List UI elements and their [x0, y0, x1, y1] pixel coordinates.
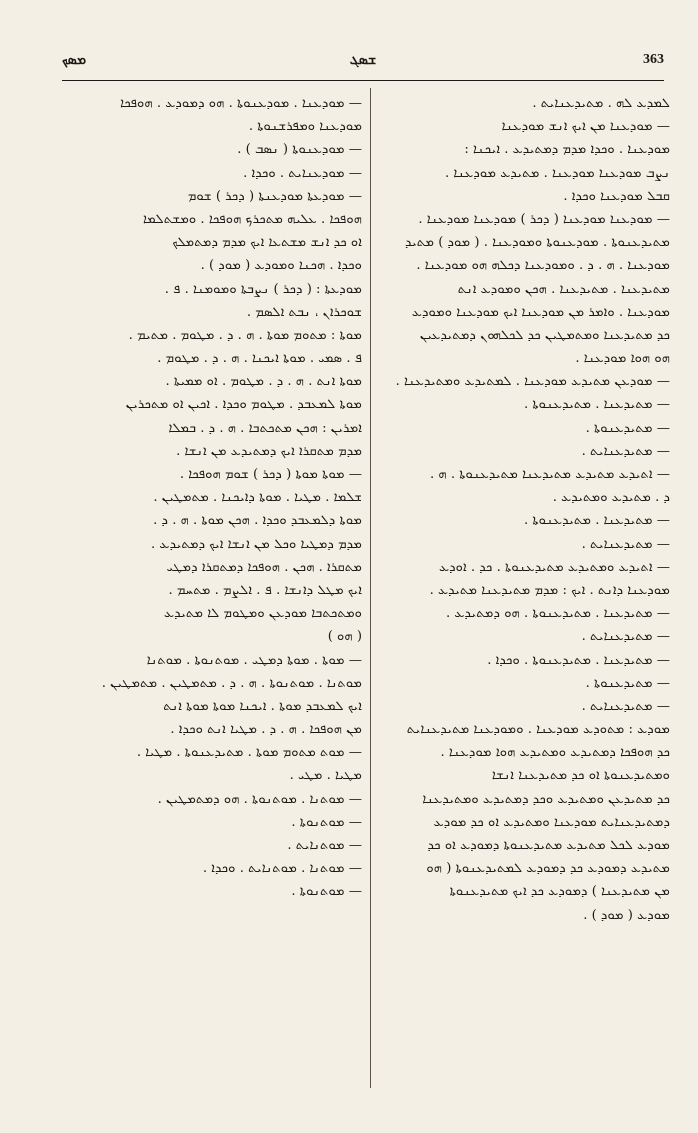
text-line: — ܡܬܝܕܥܢܐܝܬ .	[581, 536, 670, 552]
text-line: — ܡܘܬܢܐ . ܡܘܬܢܐܝܬ . ܘܟܕܐ .	[202, 861, 362, 877]
text-line: ܟܕ ܡܬܝܕܥܢܐ ܘܡܬܡܛܝܢ ܟܕ ܠܟܠܗܘܢ ܕܡܬܝܕܥܝܢ	[419, 327, 670, 343]
text-line: ܡܬܝܕܥ ܕܡܘܕܥ ܟܕ ܕܡܘܕܥ ܠܡܬܝܕܥܢܘܬܐ ( ܗܘ	[426, 861, 670, 877]
text-line: ܡܘܕܥܢܐ . ܘܟܕܐ ܡܕܡ ܕܡܬܝܕܥ . ܐܝܟܢܐ :	[464, 142, 670, 158]
text-line: ܗܘ ܗܘܐ ܡܘܕܥܢܐ .	[575, 351, 670, 367]
text-line: — ܡܘܕܥܢܐ ܡܢ ܐܝܟ ܐܢܫ ܡܘܕܥܢܐ	[501, 119, 670, 135]
running-header	[62, 52, 664, 78]
text-line: — ܡܬܝܕܥܢܐܝܬ .	[581, 698, 670, 714]
text-line: ܘܡܬܟܬܒܐ ܡܘܕܥܢ ܘܡܛܘܡ ܠܐ ܡܬܝܕܥ	[163, 606, 362, 622]
text-line: ܡܘܬܐ ܠܡܥܒܕ . ܡܛܘܡ ܘܟܕܐ . ܐܟܝܢ ܐܘ ܡܬܟܪܝܢ	[125, 397, 362, 413]
text-line: — ܡܘܕܥܢ ܡܬܝܕܥ ܡܘܕܥܢܐ . ܠܡܬܝܕܥ ܘܡܬܝܕܥܢܐ .	[395, 374, 670, 390]
text-line: — ܡܬܝܕܥܢܘܬܐ .	[585, 420, 670, 436]
text-line: ܡܘܕܥܢܐ ܕܐܢܬ . ܐܝܟ : ܡܕܡ ܡܬܝܕܥܢܐ ܡܬܝܕܥ .	[429, 582, 670, 598]
text-line: ܘܟܕܐ . ܗܟܢܐ ܘܡܘܕܥ ( ܡܘܕ ) .	[200, 258, 362, 274]
text-line: — ܡܬܝܕܥܢܘܬܐ .	[585, 675, 670, 691]
text-line: ( ܗܘ )	[327, 629, 362, 645]
text-line: — ܡܘܬܢܘܬܐ .	[291, 814, 362, 830]
text-line: ܦ . ܣܡܝ . ܡܘܬܐ ܐܝܟܢܐ . ܗ . ܕ . ܡܛܘܡ .	[157, 351, 362, 367]
text-line: ܐܘ ܟܕ ܐܢܫ ܡܫܬܥܐ ܐܝܟ ܡܕܡ ܕܡܬܡܠܟ	[172, 235, 362, 251]
text-line: — ܡܘܬܢܐ . ܡܘܬܢܘܬܐ . ܗܘ ܕܡܬܡܛܝܢ .	[157, 791, 362, 807]
text-line: ܡܘܬܐ : ܡܬܘܡ ܡܘܬܐ . ܗ . ܕ . ܡܛܘܡ . ܡܬܝܡ .	[128, 327, 362, 343]
text-line: ܟܕ ܗܘܦܟܐ ܕܡܬܝܕܥ ܘܡܬܝܕܥ ܗܘܐ ܡܘܕܥܢܐ .	[440, 745, 670, 761]
text-line: — ܡܘܬܢܘܬܐ .	[291, 884, 362, 900]
text-line: ܡܬܝܕܥܢܐ . ܡܬܝܕܥܢܐ . ܗܟܢ ܘܡܘܕܥ ܐܢܬ	[457, 281, 670, 297]
text-line: — ܡܬܝܕܥܢܐ . ܡܬܝܕܥܢܘܬܐ . ܗܘ ܕܡܬܝܕܥ .	[445, 606, 670, 622]
text-line: ܡܬܩܪܐ . ܗܟܢ . ܗܘܦܟܐ ܕܡܬܩܪܐ ܕܡܛܝ	[166, 559, 362, 575]
text-line: ܫܠܡܐ . ܡܛܝܐ . ܡܘܬܐ ܕܐܝܟܢܐ . ܡܬܡܛܝܢ .	[153, 490, 362, 506]
text-line: ܐܝܟ ܡܛܠ ܕܐܢܫܐ . ܦ . ܐܠܨܡ . ܡܬܚܡ .	[168, 582, 362, 598]
text-line: — ܡܘܬ ܡܬܘܡ ܡܘܬܐ . ܡܬܝܕܥܢܘܬܐ . ܡܛܝܐ .	[136, 745, 362, 761]
text-line: ܡܬܝܕܥܢܘܬܐ . ܡܘܕܥܢܘܬܐ ܘܡܘܕܥܢܐ . ( ܡܘܕ ) ܡܬܝܕ	[405, 235, 670, 251]
text-line: ܩܒܠ ܡܘܕܥܢܐ ܘܟܕܐ .	[563, 188, 670, 204]
text-line: ܫܘܟܪܐܢ ، ܢܒܬ ܐܠܣܡ .	[246, 304, 362, 320]
text-line: — ܡܬܝܕܥܢܐ . ܡܬܝܕܥܢܘܬܐ . ܘܟܕܐ .	[487, 652, 670, 668]
text-line: ܗܘܦܟܐ . ܥܠܝܗ ܡܬܟܪܟ ܗܘܦܟܐ . ܘܡܫܬܠܡܐ	[143, 211, 362, 227]
text-line: — ܡܘܕܥܢܘܬܐ ( ܢܣܒ ) .	[237, 142, 362, 158]
left-column	[62, 92, 362, 904]
right-column	[380, 92, 670, 927]
text-line: ܐܡܪܝܢ : ܗܟܢ ܡܬܟܬܒܐ . ܗ . ܕ . ܒܡܠܐ	[168, 420, 362, 436]
page-number: 363	[643, 52, 664, 67]
running-head-word: ܡܣܟ	[62, 52, 87, 68]
header-rule	[62, 80, 664, 81]
text-line: ܕ . ܡܬܝܕܥ ܘܡܬܝܕܥ .	[552, 490, 670, 506]
text-line: ܕܡܬܝܕܥܢܐܝܬ ܡܘܕܥܢܐ ܘܡܬܝܕܥ ܐܘ ܟܕ ܡܘܕܥ	[433, 814, 670, 830]
text-line: — ܡܬܝܕܥܢܐܝܬ .	[581, 443, 670, 459]
text-line: ܡܘܕܥܢܐ ܘܡܦܪܫܢܘܬܐ .	[248, 119, 362, 135]
text-line: — ܡܬܝܕܥܢܐ . ܡܬܝܕܥܢܘܬܐ .	[524, 397, 670, 413]
text-line: ܡܕܡ ܡܬܩܪܐ ܐܝܟ ܕܡܬܝܕܥ ܡܢ ܐܢܫܐ .	[176, 443, 362, 459]
text-line: — ܡܬܝܕܥܢܐܝܬ .	[581, 629, 670, 645]
text-line: ܡܕܡ ܕܡܛܝܐ ܘܟܠ ܡܢ ܐܢܫܐ ܐܝܟ ܕܡܬܝܕܥ .	[151, 536, 362, 552]
text-line: ܡܘܬܐ ܐܢܬ . ܗ . ܕ . ܡܛܘܡ . ܐܘ ܡܡܝܬܐ .	[165, 374, 362, 390]
text-line: ܡܢ ܡܬܝܕܥܢܐ ) ܕܡܘܕܥ ܟܕ ܐܝܟ ܡܬܝܕܥܢܘܬܐ	[449, 884, 670, 900]
text-line: — ܡܘܬܢܐܝܬ .	[287, 838, 362, 853]
text-line: — ܡܘܬܐ ܡܘܬܐ ( ܕܟܪ ) ܫܘܡ ܗܘܦܟܐ .	[179, 467, 362, 482]
text-line: ܐܝܟ ܠܡܥܒܕ ܡܘܬܐ . ܐܝܟܢܐ ܡܘܬܐ ܡܘܬܐ ܐܢܬ	[163, 698, 362, 714]
column-divider	[370, 88, 371, 1088]
text-line: — ܡܘܕܥܢܐ . ܡܘܕܥܢܘܬܐ . ܗܘ ܕܡܘܕܥ . ܗܘܦܟܐ	[120, 96, 362, 111]
text-line: — ܡܘܕܥܢܐܝܬ . ܘܟܕܐ .	[243, 165, 362, 181]
text-line: ܡܘܬܐ ܕܠܡܥܒܕ ܘܟܕܐ . ܗܟܢ ܡܘܬܐ . ܗ . ܕ .	[153, 513, 362, 529]
text-line: ܟܕ ܡܬܝܕܥܢ ܘܡܬܝܕܥ ܘܟܕ ܕܡܬܝܕܥ ܘܡܬܝܕܥܢܐ	[422, 791, 670, 807]
syriac-page-number: ܫܣܓ	[349, 52, 377, 68]
text-line: ܡܘܕܥܢܐ . ܗ . ܕ . ܘܡܘܕܥܢܐ ܕܟܠܗ ܗܘ ܡܘܕܥܢܐ .	[416, 258, 670, 274]
text-line: ܡܢ ܗܘܦܟܐ . ܗ . ܕ . ܡܛܝܐ ܐܢܬ ܘܟܕܐ .	[170, 722, 362, 738]
text-line: ܡܘܕܥ ( ܡܘܕ ) .	[583, 907, 670, 923]
text-line: ܠܡܕܥ ܠܗ . ܡܬܝܕܥܢܐܝܬ .	[532, 96, 670, 111]
text-line: ܡܘܕܥܢܐ . ܘܐܡܪ ܡܢ ܡܘܕܥܢܐ ܐܝܟ ܡܘܕܥܢܐ ܘܡܘܕܥ	[411, 304, 670, 320]
text-line: ܡܘܕܥܬܐ : ( ܕܟܪ ) ܢܨܒܬܐ ܘܡܘܡܢܐ . ܦ .	[164, 281, 362, 297]
text-line: — ܐܬܝܕܥ ܘܡܬܝܕܥ ܡܬܝܕܥܢܘܬܐ . ܟܕ . ܐܘܕܥ	[438, 559, 670, 575]
text-line: ܡܘܕܥ : ܡܬܘܕܥ ܡܘܕܥܢܐ . ܘܡܘܕܥܢܐ ܡܬܝܕܥܢܐܝܬ	[406, 722, 670, 738]
text-line: — ܡܘܬܐ . ܡܘܬܐ ܕܡܛܝ . ܡܘܬܢܘܬܐ . ܡܘܬܢܐ	[146, 652, 362, 668]
text-line: ܢܨܒ ܡܘܕܥܢܐ ܡܘܕܥܢܐ . ܡܬܝܕܥ ܡܘܕܥܢܐ .	[444, 165, 670, 181]
text-line: — ܡܘܕܥܢܐ ܡܘܕܥܢܐ ( ܕܟܪ ) ܡܘܕܥܢܐ ܡܘܕܥܢܐ .	[418, 211, 670, 227]
text-line: ܘܡܬܝܕܥܢܘܬܐ ܐܘ ܟܕ ܡܬܝܕܥܢܐ ܐܢܫܐ	[491, 768, 670, 784]
text-line: ܡܛܝܐ . ܡܛܝ .	[289, 768, 362, 784]
text-line: — ܡܘܕܥܬܐ ܡܘܕܥܢܬܐ ( ܕܟܪ ) ܫܘܡ	[187, 188, 362, 204]
text-line: ܡܘܬܢܐ . ܡܘܬܢܘܬܐ . ܗ . ܕ . ܡܬܡܛܝܢ . ܡܬܡܛܝܢ .	[101, 675, 362, 691]
text-line: — ܡܬܝܕܥܢܐ . ܡܬܝܕܥܢܘܬܐ .	[524, 513, 670, 529]
text-line: — ܐܬܝܕܥ ܡܬܝܕܥ ܡܬܝܕܥܢܐ ܡܬܝܕܥܢܘܬܐ . ܗ .	[430, 467, 670, 482]
text-line: ܡܘܕܥ ܠܟܠ ܡܬܝܕܥ ܡܬܝܕܥܢܘܬܐ ܕܡܘܕܥ ܐܘ ܟܕ	[427, 838, 670, 853]
